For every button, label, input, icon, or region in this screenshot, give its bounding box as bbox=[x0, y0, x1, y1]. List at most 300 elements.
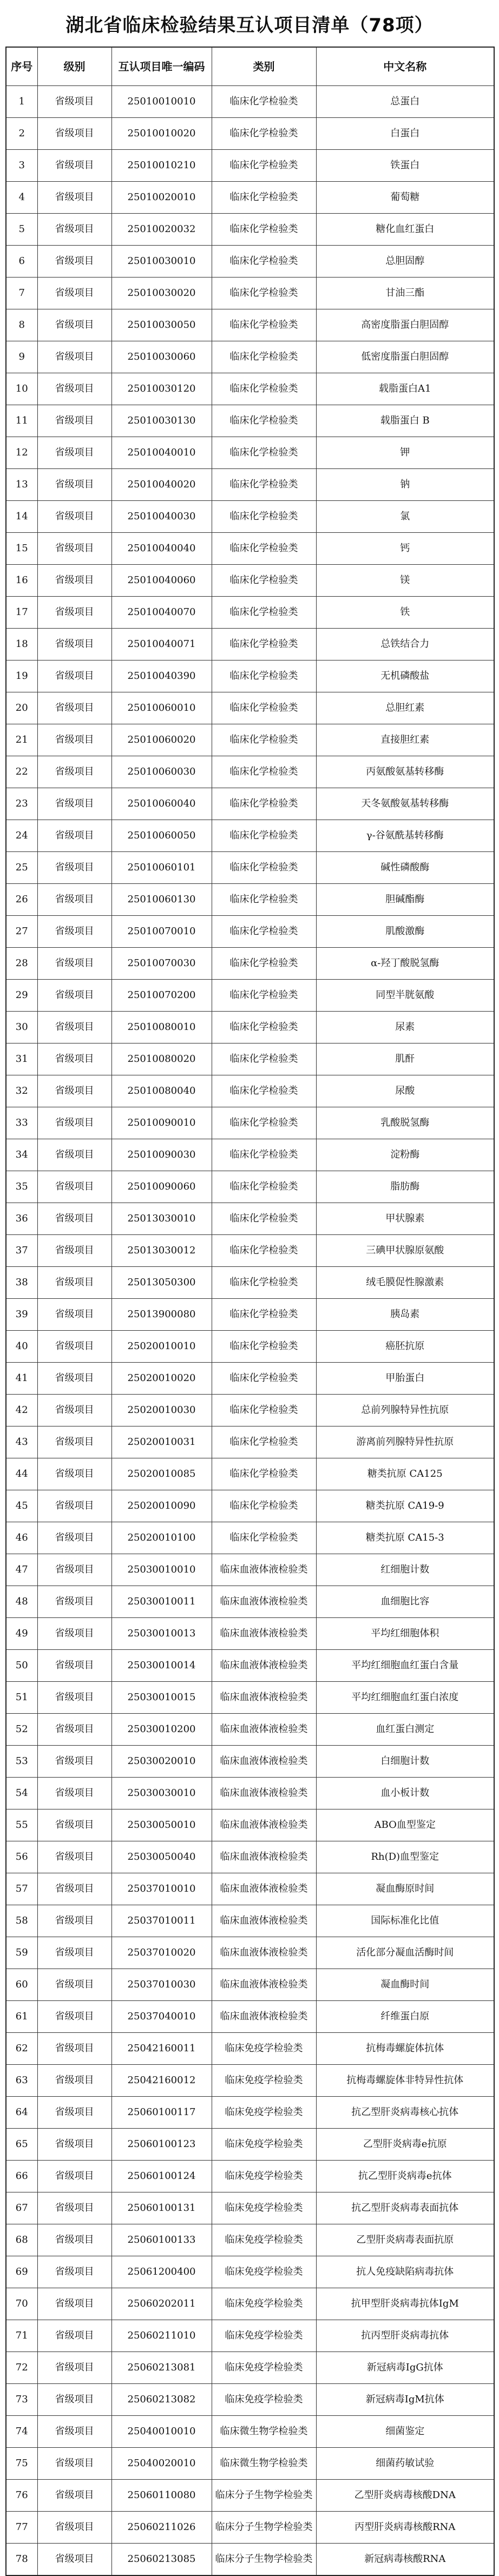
cell-index: 37 bbox=[6, 1235, 37, 1267]
table-row bbox=[6, 341, 494, 373]
cell-level: 省级项目 bbox=[37, 2097, 111, 2129]
cell-level: 省级项目 bbox=[37, 1075, 111, 1107]
cell-category: 临床化学检验类 bbox=[212, 597, 316, 629]
table-row bbox=[6, 1841, 494, 1873]
table-row bbox=[6, 980, 494, 1012]
table-row bbox=[6, 86, 494, 118]
cell-level: 省级项目 bbox=[37, 916, 111, 948]
cell-category: 临床化学检验类 bbox=[212, 629, 316, 660]
cell-index: 29 bbox=[6, 980, 37, 1012]
cell-index: 66 bbox=[6, 2161, 37, 2192]
cell-level: 省级项目 bbox=[37, 2161, 111, 2192]
table-row bbox=[6, 692, 494, 724]
cell-category: 临床化学检验类 bbox=[212, 1203, 316, 1235]
table-row bbox=[6, 1490, 494, 1522]
table-row bbox=[6, 2256, 494, 2288]
cell-code: 25010010020 bbox=[111, 118, 212, 150]
cell-chinese-name: 乳酸脱氢酶 bbox=[316, 1107, 494, 1139]
cell-category: 临床化学检验类 bbox=[212, 1043, 316, 1075]
cell-index: 51 bbox=[6, 1682, 37, 1714]
cell-chinese-name: 丙氨酸氨基转移酶 bbox=[316, 756, 494, 788]
cell-chinese-name: 纤维蛋白原 bbox=[316, 2001, 494, 2033]
cell-category: 临床化学检验类 bbox=[212, 246, 316, 278]
cell-index: 19 bbox=[6, 660, 37, 692]
table-row bbox=[6, 2384, 494, 2416]
cell-level: 省级项目 bbox=[37, 1203, 111, 1235]
cell-chinese-name: 抗乙型肝炎病毒e抗体 bbox=[316, 2161, 494, 2192]
cell-level: 省级项目 bbox=[37, 1299, 111, 1331]
cell-level: 省级项目 bbox=[37, 373, 111, 405]
cell-chinese-name: 糖类抗原 CA15-3 bbox=[316, 1522, 494, 1554]
cell-level: 省级项目 bbox=[37, 756, 111, 788]
cell-index: 53 bbox=[6, 1746, 37, 1778]
cell-level: 省级项目 bbox=[37, 1139, 111, 1171]
cell-code: 25010040020 bbox=[111, 469, 212, 501]
cell-index: 24 bbox=[6, 820, 37, 852]
cell-category: 临床免疫学检验类 bbox=[212, 2352, 316, 2384]
cell-chinese-name: 新冠病毒IgM抗体 bbox=[316, 2384, 494, 2416]
cell-category: 临床微生物学检验类 bbox=[212, 2416, 316, 2448]
cell-category: 临床化学检验类 bbox=[212, 533, 316, 565]
cell-level: 省级项目 bbox=[37, 437, 111, 469]
table-row bbox=[6, 2416, 494, 2448]
table-row bbox=[6, 2129, 494, 2161]
cell-level: 省级项目 bbox=[37, 2192, 111, 2224]
cell-code: 25030010011 bbox=[111, 1586, 212, 1618]
cell-index: 26 bbox=[6, 884, 37, 916]
cell-code: 25010020010 bbox=[111, 182, 212, 214]
cell-category: 临床化学检验类 bbox=[212, 692, 316, 724]
cell-level: 省级项目 bbox=[37, 852, 111, 884]
cell-category: 临床血液体液检验类 bbox=[212, 1682, 316, 1714]
cell-chinese-name: 高密度脂蛋白胆固醇 bbox=[316, 309, 494, 341]
header-index: 序号 bbox=[6, 47, 37, 86]
cell-chinese-name: 钙 bbox=[316, 533, 494, 565]
table-row bbox=[6, 820, 494, 852]
cell-index: 22 bbox=[6, 756, 37, 788]
cell-code: 25037040010 bbox=[111, 2001, 212, 2033]
cell-level: 省级项目 bbox=[37, 788, 111, 820]
cell-code: 25030010015 bbox=[111, 1682, 212, 1714]
table-row bbox=[6, 501, 494, 533]
cell-index: 40 bbox=[6, 1331, 37, 1363]
cell-category: 临床化学检验类 bbox=[212, 852, 316, 884]
table-row bbox=[6, 2288, 494, 2320]
cell-chinese-name: 血小板计数 bbox=[316, 1778, 494, 1809]
cell-code: 25060100123 bbox=[111, 2129, 212, 2161]
cell-index: 67 bbox=[6, 2192, 37, 2224]
cell-index: 25 bbox=[6, 852, 37, 884]
cell-chinese-name: 铁蛋白 bbox=[316, 150, 494, 182]
table-row bbox=[6, 2097, 494, 2129]
table-row bbox=[6, 2224, 494, 2256]
table-row bbox=[6, 150, 494, 182]
cell-level: 省级项目 bbox=[37, 501, 111, 533]
cell-code: 25010070200 bbox=[111, 980, 212, 1012]
cell-level: 省级项目 bbox=[37, 2416, 111, 2448]
cell-level: 省级项目 bbox=[37, 246, 111, 278]
cell-index: 20 bbox=[6, 692, 37, 724]
cell-index: 2 bbox=[6, 118, 37, 150]
cell-chinese-name: 糖类抗原 CA125 bbox=[316, 1458, 494, 1490]
table-row bbox=[6, 756, 494, 788]
cell-code: 25030030010 bbox=[111, 1778, 212, 1809]
cell-index: 5 bbox=[6, 214, 37, 246]
cell-index: 68 bbox=[6, 2224, 37, 2256]
cell-level: 省级项目 bbox=[37, 2384, 111, 2416]
cell-category: 临床免疫学检验类 bbox=[212, 2320, 316, 2352]
cell-index: 8 bbox=[6, 309, 37, 341]
cell-level: 省级项目 bbox=[37, 1841, 111, 1873]
cell-index: 57 bbox=[6, 1873, 37, 1905]
cell-chinese-name: 总胆固醇 bbox=[316, 246, 494, 278]
table-row bbox=[6, 724, 494, 756]
table-row bbox=[6, 788, 494, 820]
cell-chinese-name: 凝血酶原时间 bbox=[316, 1873, 494, 1905]
cell-level: 省级项目 bbox=[37, 2129, 111, 2161]
table-row bbox=[6, 629, 494, 660]
cell-index: 27 bbox=[6, 916, 37, 948]
table-row bbox=[6, 1746, 494, 1778]
cell-level: 省级项目 bbox=[37, 597, 111, 629]
cell-category: 临床血液体液检验类 bbox=[212, 1586, 316, 1618]
cell-code: 25060211026 bbox=[111, 2512, 212, 2544]
cell-chinese-name: α-羟丁酸脱氢酶 bbox=[316, 948, 494, 980]
table-row bbox=[6, 2161, 494, 2192]
cell-chinese-name: 糖类抗原 CA19-9 bbox=[316, 1490, 494, 1522]
cell-index: 14 bbox=[6, 501, 37, 533]
cell-level: 省级项目 bbox=[37, 1746, 111, 1778]
cell-code: 25013050300 bbox=[111, 1267, 212, 1299]
table-row bbox=[6, 1778, 494, 1809]
table-row bbox=[6, 1809, 494, 1841]
cell-level: 省级项目 bbox=[37, 1235, 111, 1267]
cell-index: 63 bbox=[6, 2065, 37, 2097]
cell-category: 临床化学检验类 bbox=[212, 1012, 316, 1043]
cell-code: 25010080010 bbox=[111, 1012, 212, 1043]
cell-category: 临床化学检验类 bbox=[212, 309, 316, 341]
cell-index: 77 bbox=[6, 2512, 37, 2544]
cell-chinese-name: 活化部分凝血活酶时间 bbox=[316, 1937, 494, 1969]
cell-category: 临床化学检验类 bbox=[212, 788, 316, 820]
cell-chinese-name: γ-谷氨酰基转移酶 bbox=[316, 820, 494, 852]
cell-code: 25020010100 bbox=[111, 1522, 212, 1554]
table-row bbox=[6, 1969, 494, 2001]
cell-category: 临床血液体液检验类 bbox=[212, 1618, 316, 1650]
table-row bbox=[6, 1075, 494, 1107]
cell-code: 25010030060 bbox=[111, 341, 212, 373]
cell-category: 临床化学检验类 bbox=[212, 118, 316, 150]
table-row bbox=[6, 2480, 494, 2512]
cell-level: 省级项目 bbox=[37, 565, 111, 597]
table-row bbox=[6, 2320, 494, 2352]
cell-category: 临床化学检验类 bbox=[212, 86, 316, 118]
cell-category: 临床化学检验类 bbox=[212, 948, 316, 980]
cell-category: 临床血液体液检验类 bbox=[212, 1778, 316, 1809]
cell-code: 25060100133 bbox=[111, 2224, 212, 2256]
cell-level: 省级项目 bbox=[37, 1937, 111, 1969]
cell-chinese-name: 丙型肝炎病毒核酸RNA bbox=[316, 2512, 494, 2544]
cell-code: 25020010030 bbox=[111, 1395, 212, 1426]
table-row bbox=[6, 1203, 494, 1235]
cell-chinese-name: 平均红细胞体积 bbox=[316, 1618, 494, 1650]
table-body bbox=[6, 86, 494, 2576]
cell-level: 省级项目 bbox=[37, 980, 111, 1012]
cell-chinese-name: 镁 bbox=[316, 565, 494, 597]
cell-chinese-name: 细菌药敏试验 bbox=[316, 2448, 494, 2480]
cell-chinese-name: 总蛋白 bbox=[316, 86, 494, 118]
cell-category: 临床血液体液检验类 bbox=[212, 1841, 316, 1873]
cell-category: 临床化学检验类 bbox=[212, 916, 316, 948]
cell-code: 25010060040 bbox=[111, 788, 212, 820]
cell-code: 25010090010 bbox=[111, 1107, 212, 1139]
cell-level: 省级项目 bbox=[37, 2448, 111, 2480]
cell-level: 省级项目 bbox=[37, 150, 111, 182]
cell-level: 省级项目 bbox=[37, 1043, 111, 1075]
cell-code: 25037010030 bbox=[111, 1969, 212, 2001]
cell-index: 3 bbox=[6, 150, 37, 182]
cell-code: 25060100131 bbox=[111, 2192, 212, 2224]
cell-index: 13 bbox=[6, 469, 37, 501]
cell-category: 临床免疫学检验类 bbox=[212, 2224, 316, 2256]
cell-category: 临床化学检验类 bbox=[212, 1267, 316, 1299]
cell-code: 25060202011 bbox=[111, 2288, 212, 2320]
cell-chinese-name: 甘油三酯 bbox=[316, 278, 494, 309]
cell-category: 临床化学检验类 bbox=[212, 278, 316, 309]
header-level: 级别 bbox=[37, 47, 111, 86]
table-row bbox=[6, 1873, 494, 1905]
cell-index: 62 bbox=[6, 2033, 37, 2065]
table-row bbox=[6, 1395, 494, 1426]
cell-chinese-name: 天冬氨酸氨基转移酶 bbox=[316, 788, 494, 820]
cell-chinese-name: 平均红细胞血红蛋白浓度 bbox=[316, 1682, 494, 1714]
table-row bbox=[6, 405, 494, 437]
cell-chinese-name: 三碘甲状腺原氨酸 bbox=[316, 1235, 494, 1267]
cell-code: 25061200400 bbox=[111, 2256, 212, 2288]
cell-category: 临床化学检验类 bbox=[212, 565, 316, 597]
cell-chinese-name: 国际标准化比值 bbox=[316, 1905, 494, 1937]
cell-level: 省级项目 bbox=[37, 1426, 111, 1458]
cell-category: 临床血液体液检验类 bbox=[212, 1714, 316, 1746]
cell-code: 25037010011 bbox=[111, 1905, 212, 1937]
cell-index: 44 bbox=[6, 1458, 37, 1490]
cell-level: 省级项目 bbox=[37, 1905, 111, 1937]
cell-level: 省级项目 bbox=[37, 692, 111, 724]
cell-chinese-name: 脂肪酶 bbox=[316, 1171, 494, 1203]
cell-chinese-name: 癌胚抗原 bbox=[316, 1331, 494, 1363]
table-row bbox=[6, 118, 494, 150]
cell-category: 临床化学检验类 bbox=[212, 756, 316, 788]
cell-chinese-name: 白蛋白 bbox=[316, 118, 494, 150]
cell-chinese-name: 抗梅毒螺旋体非特异性抗体 bbox=[316, 2065, 494, 2097]
table-row bbox=[6, 565, 494, 597]
cell-code: 25060213082 bbox=[111, 2384, 212, 2416]
cell-code: 25042160012 bbox=[111, 2065, 212, 2097]
cell-category: 临床免疫学检验类 bbox=[212, 2065, 316, 2097]
cell-index: 35 bbox=[6, 1171, 37, 1203]
cell-code: 25010030050 bbox=[111, 309, 212, 341]
cell-category: 临床化学检验类 bbox=[212, 820, 316, 852]
cell-code: 25060100117 bbox=[111, 2097, 212, 2129]
cell-index: 64 bbox=[6, 2097, 37, 2129]
cell-index: 39 bbox=[6, 1299, 37, 1331]
cell-index: 18 bbox=[6, 629, 37, 660]
cell-index: 49 bbox=[6, 1618, 37, 1650]
cell-category: 临床化学检验类 bbox=[212, 1458, 316, 1490]
cell-index: 70 bbox=[6, 2288, 37, 2320]
cell-index: 76 bbox=[6, 2480, 37, 2512]
table-row bbox=[6, 852, 494, 884]
cell-category: 临床血液体液检验类 bbox=[212, 1873, 316, 1905]
cell-level: 省级项目 bbox=[37, 469, 111, 501]
cell-level: 省级项目 bbox=[37, 820, 111, 852]
cell-level: 省级项目 bbox=[37, 1778, 111, 1809]
table-row bbox=[6, 533, 494, 565]
table-row bbox=[6, 2544, 494, 2576]
cell-index: 21 bbox=[6, 724, 37, 756]
table-row bbox=[6, 1012, 494, 1043]
cell-category: 临床血液体液检验类 bbox=[212, 1905, 316, 1937]
cell-category: 临床微生物学检验类 bbox=[212, 2448, 316, 2480]
cell-code: 25030010200 bbox=[111, 1714, 212, 1746]
cell-code: 25020010090 bbox=[111, 1490, 212, 1522]
cell-chinese-name: 胰岛素 bbox=[316, 1299, 494, 1331]
cell-code: 25020010020 bbox=[111, 1363, 212, 1395]
cell-chinese-name: 游离前列腺特异性抗原 bbox=[316, 1426, 494, 1458]
cell-code: 25060100124 bbox=[111, 2161, 212, 2192]
cell-category: 临床化学检验类 bbox=[212, 469, 316, 501]
cell-code: 25013030010 bbox=[111, 1203, 212, 1235]
table-row bbox=[6, 916, 494, 948]
cell-category: 临床免疫学检验类 bbox=[212, 2256, 316, 2288]
cell-category: 临床血液体液检验类 bbox=[212, 1937, 316, 1969]
cell-level: 省级项目 bbox=[37, 1554, 111, 1586]
cell-chinese-name: 肌酸激酶 bbox=[316, 916, 494, 948]
cell-level: 省级项目 bbox=[37, 1682, 111, 1714]
cell-code: 25010040070 bbox=[111, 597, 212, 629]
cell-category: 临床化学检验类 bbox=[212, 980, 316, 1012]
cell-index: 65 bbox=[6, 2129, 37, 2161]
cell-category: 临床化学检验类 bbox=[212, 437, 316, 469]
cell-level: 省级项目 bbox=[37, 1171, 111, 1203]
cell-category: 临床化学检验类 bbox=[212, 182, 316, 214]
cell-chinese-name: 红细胞计数 bbox=[316, 1554, 494, 1586]
cell-index: 16 bbox=[6, 565, 37, 597]
cell-level: 省级项目 bbox=[37, 86, 111, 118]
cell-chinese-name: 抗人免疫缺陷病毒抗体 bbox=[316, 2256, 494, 2288]
cell-chinese-name: 新冠病毒核酸RNA bbox=[316, 2544, 494, 2576]
table-row bbox=[6, 2001, 494, 2033]
cell-chinese-name: 抗乙型肝炎病毒核心抗体 bbox=[316, 2097, 494, 2129]
cell-category: 临床化学检验类 bbox=[212, 405, 316, 437]
cell-level: 省级项目 bbox=[37, 2288, 111, 2320]
cell-level: 省级项目 bbox=[37, 660, 111, 692]
cell-level: 省级项目 bbox=[37, 2001, 111, 2033]
cell-code: 25010040040 bbox=[111, 533, 212, 565]
cell-chinese-name: Rh(D)血型鉴定 bbox=[316, 1841, 494, 1873]
cell-category: 临床血液体液检验类 bbox=[212, 1809, 316, 1841]
table-row bbox=[6, 1235, 494, 1267]
cell-category: 临床化学检验类 bbox=[212, 1395, 316, 1426]
cell-chinese-name: 乙型肝炎病毒e抗原 bbox=[316, 2129, 494, 2161]
table-row bbox=[6, 182, 494, 214]
cell-code: 25010060130 bbox=[111, 884, 212, 916]
cell-chinese-name: 白细胞计数 bbox=[316, 1746, 494, 1778]
table-row bbox=[6, 1043, 494, 1075]
cell-index: 38 bbox=[6, 1267, 37, 1299]
table-row bbox=[6, 1139, 494, 1171]
cell-index: 11 bbox=[6, 405, 37, 437]
cell-index: 6 bbox=[6, 246, 37, 278]
cell-chinese-name: 淀粉酶 bbox=[316, 1139, 494, 1171]
cell-level: 省级项目 bbox=[37, 182, 111, 214]
cell-index: 72 bbox=[6, 2352, 37, 2384]
cell-code: 25010060050 bbox=[111, 820, 212, 852]
header-category: 类别 bbox=[212, 47, 316, 86]
cell-chinese-name: 抗丙型肝炎病毒抗体 bbox=[316, 2320, 494, 2352]
cell-level: 省级项目 bbox=[37, 2480, 111, 2512]
cell-level: 省级项目 bbox=[37, 278, 111, 309]
cell-index: 17 bbox=[6, 597, 37, 629]
cell-code: 25010040390 bbox=[111, 660, 212, 692]
cell-index: 30 bbox=[6, 1012, 37, 1043]
cell-level: 省级项目 bbox=[37, 1969, 111, 2001]
table-row bbox=[6, 884, 494, 916]
cell-level: 省级项目 bbox=[37, 2512, 111, 2544]
table-row bbox=[6, 1554, 494, 1586]
cell-code: 25030050040 bbox=[111, 1841, 212, 1873]
cell-category: 临床分子生物学检验类 bbox=[212, 2512, 316, 2544]
cell-index: 58 bbox=[6, 1905, 37, 1937]
cell-code: 25010040071 bbox=[111, 629, 212, 660]
cell-chinese-name: 肌酐 bbox=[316, 1043, 494, 1075]
cell-category: 临床化学检验类 bbox=[212, 1522, 316, 1554]
cell-category: 临床免疫学检验类 bbox=[212, 2288, 316, 2320]
cell-category: 临床化学检验类 bbox=[212, 660, 316, 692]
cell-code: 25060213085 bbox=[111, 2544, 212, 2576]
cell-category: 临床化学检验类 bbox=[212, 214, 316, 246]
cell-chinese-name: 无机磷酸盐 bbox=[316, 660, 494, 692]
cell-index: 43 bbox=[6, 1426, 37, 1458]
cell-category: 临床免疫学检验类 bbox=[212, 2129, 316, 2161]
cell-category: 临床化学检验类 bbox=[212, 1299, 316, 1331]
cell-level: 省级项目 bbox=[37, 1522, 111, 1554]
cell-index: 12 bbox=[6, 437, 37, 469]
table-row bbox=[6, 214, 494, 246]
cell-chinese-name: 总铁结合力 bbox=[316, 629, 494, 660]
table-row bbox=[6, 246, 494, 278]
cell-category: 临床化学检验类 bbox=[212, 1426, 316, 1458]
cell-index: 78 bbox=[6, 2544, 37, 2576]
cell-level: 省级项目 bbox=[37, 884, 111, 916]
cell-code: 25010080020 bbox=[111, 1043, 212, 1075]
cell-index: 73 bbox=[6, 2384, 37, 2416]
table-row bbox=[6, 948, 494, 980]
cell-index: 23 bbox=[6, 788, 37, 820]
table-row bbox=[6, 597, 494, 629]
cell-code: 25060213081 bbox=[111, 2352, 212, 2384]
cell-code: 25030020010 bbox=[111, 1746, 212, 1778]
cell-chinese-name: 凝血酶时间 bbox=[316, 1969, 494, 2001]
cell-index: 48 bbox=[6, 1586, 37, 1618]
cell-code: 25010090060 bbox=[111, 1171, 212, 1203]
cell-code: 25010040010 bbox=[111, 437, 212, 469]
cell-code: 25010070010 bbox=[111, 916, 212, 948]
cell-code: 25010070030 bbox=[111, 948, 212, 980]
cell-level: 省级项目 bbox=[37, 1586, 111, 1618]
cell-level: 省级项目 bbox=[37, 629, 111, 660]
cell-code: 25020010010 bbox=[111, 1331, 212, 1363]
